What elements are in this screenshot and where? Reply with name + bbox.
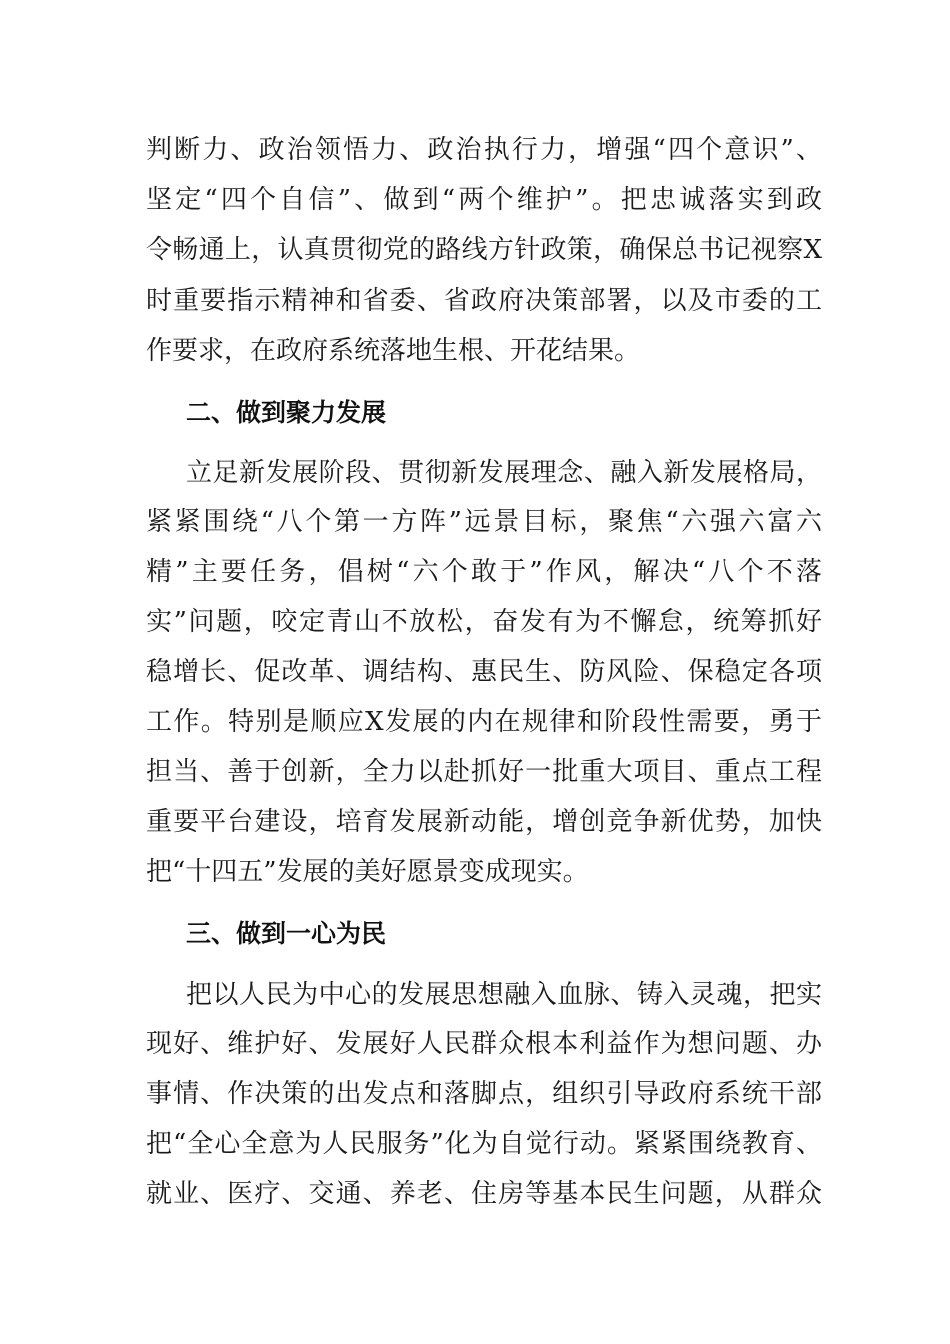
paragraph-line: 时重要指示精神和省委、省政府决策部署，以及市委的工 — [146, 286, 822, 316]
paragraph-line: 令畅通上，认真贯彻党的路线方针政策，确保总书记视察X — [146, 235, 822, 265]
paragraph-line: 现好、维护好、发展好人民群众根本利益作为想问题、办 — [146, 1029, 822, 1059]
paragraph-line: 重要平台建设，培育发展新动能，增创竞争新优势，加快 — [146, 807, 822, 837]
paragraph-line: 事情、作决策的出发点和落脚点，组织引导政府系统干部 — [146, 1079, 822, 1109]
paragraph-line: 稳增长、促改革、调结构、惠民生、防风险、保稳定各项 — [146, 657, 822, 687]
section-heading: 三、做到一心为民 — [186, 919, 387, 948]
section-heading: 二、做到聚力发展 — [186, 398, 387, 427]
paragraph-line: 实”问题，咬定青山不放松，奋发有为不懈怠，统筹抓好 — [146, 607, 822, 637]
paragraph-line: 把“全心全意为人民服务”化为自觉行动。紧紧围绕教育、 — [146, 1129, 822, 1159]
paragraph-line: 把“十四五”发展的美好愿景变成现实。 — [146, 857, 589, 887]
paragraph-line: 把以人民为中心的发展思想融入血脉、铸入灵魂，把实 — [186, 980, 822, 1010]
paragraph-line: 坚定“四个自信”、做到“两个维护”。把忠诚落实到政 — [146, 185, 822, 215]
paragraph-line: 工作。特别是顺应X发展的内在规律和阶段性需要，勇于 — [146, 707, 822, 737]
paragraph-line: 担当、善于创新，全力以赴抓好一批重大项目、重点工程 — [146, 757, 822, 787]
paragraph-line: 精”主要任务，倡树“六个敢于”作风，解决“八个不落 — [146, 557, 822, 587]
paragraph-line: 判断力、政治领悟力、政治执行力，增强“四个意识”、 — [146, 135, 822, 165]
paragraph-line: 作要求，在政府系统落地生根、开花结果。 — [146, 336, 641, 366]
paragraph-line: 紧紧围绕“八个第一方阵”远景目标，聚焦“六强六富六 — [146, 507, 822, 537]
paragraph-line: 就业、医疗、交通、养老、住房等基本民生问题，从群众 — [146, 1179, 822, 1209]
paragraph-line: 立足新发展阶段、贯彻新发展理念、融入新发展格局， — [186, 458, 822, 488]
